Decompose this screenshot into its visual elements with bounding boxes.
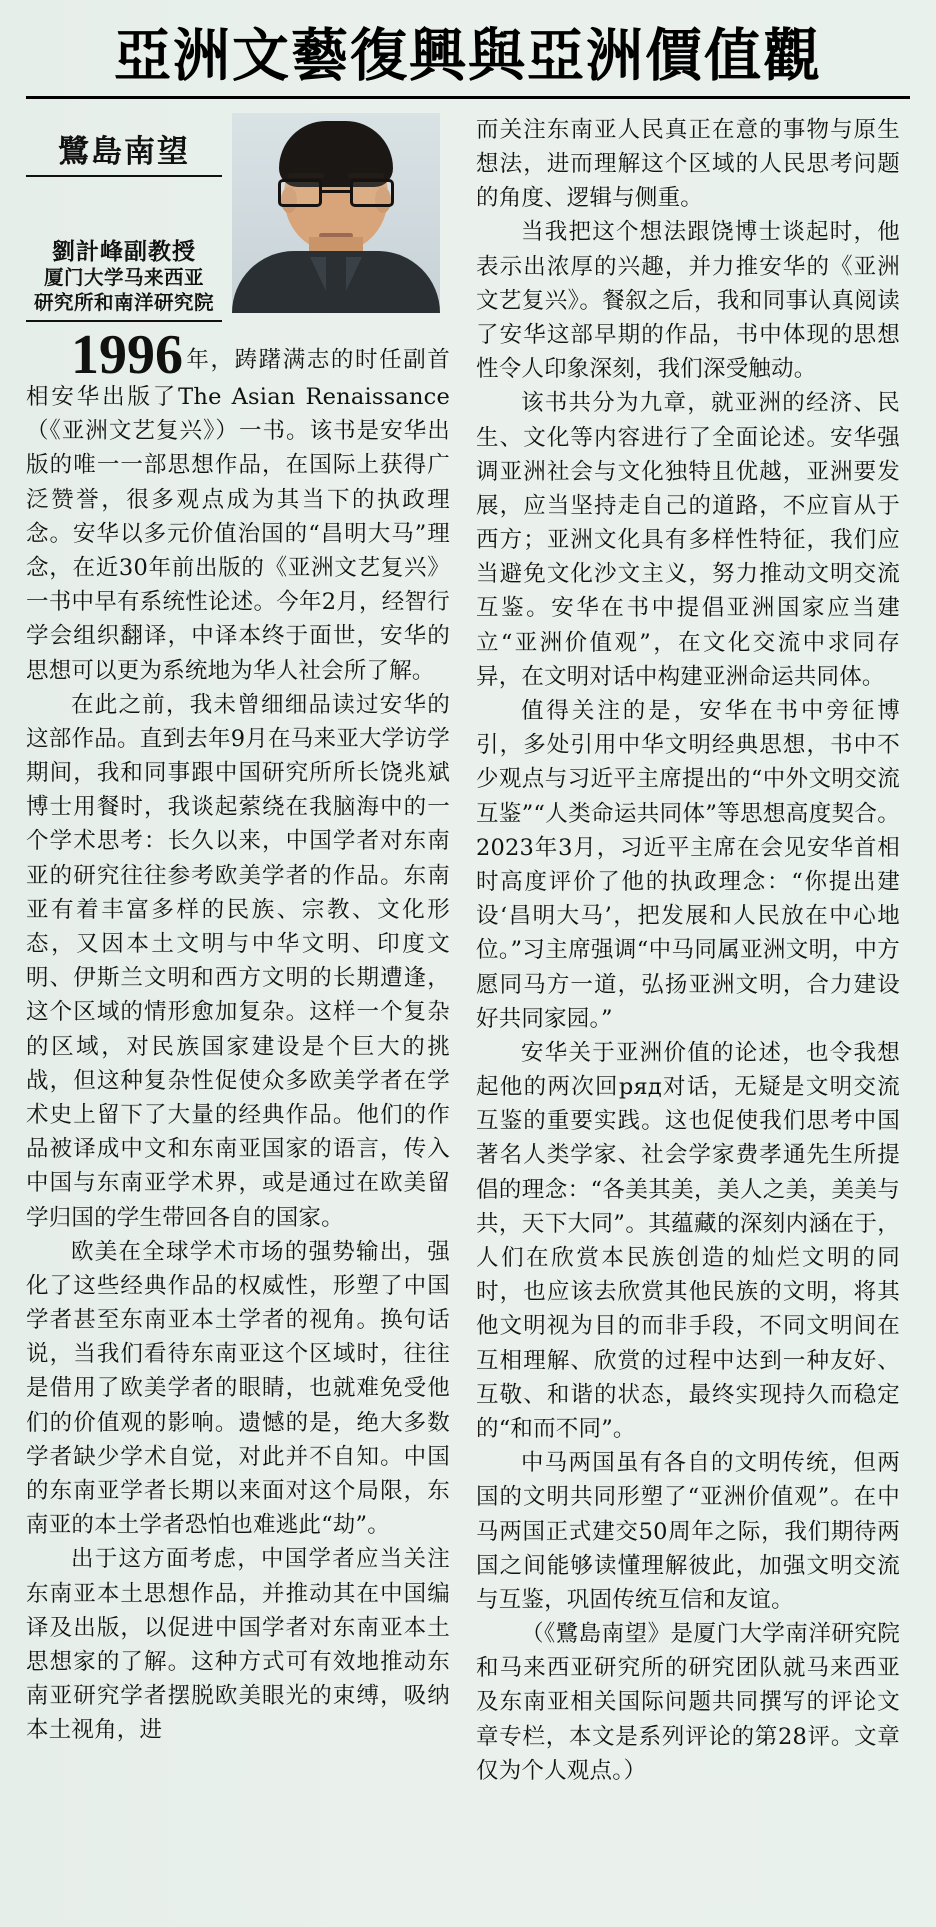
photo-torso [232, 251, 440, 313]
page-title: 亞洲文藝復興與亞洲價值觀 [114, 22, 822, 89]
author-affiliation-line1: 厦门大学马来西亚 [43, 267, 204, 289]
paragraph: 出于这方面考虑，中国学者应当关注东南亚本土思想作品，并推动其在中国编译及出版，以促进中国学者对东南亚本土思想家的了解。这种方式可有效地推动东南亚研究学者摆脱欧美眼光的束缚，吸纳本土视角，进 [26, 1546, 450, 1744]
paragraph: 当我把这个想法跟饶博士谈起时，他表示出浓厚的兴趣，并力推安华的《亚洲文艺复兴》。餐叙之后，我和同事认真阅读了安华这部早期的作品，书中体现的思想性令人印象深刻，我们深受触动。 [476, 219, 900, 383]
photo-lens-right [350, 179, 394, 207]
byline-text [26, 113, 222, 322]
paragraph-editor-note: （《鷺島南望》是厦门大学南洋研究院和马来西亚研究所的研究团队就马来西亚及东南亚相关国际问题共同撰写的评论文章专栏，本文是系列评论的第28评。文章仅为个人观点。） [476, 1621, 900, 1784]
headline-divider [26, 96, 910, 99]
drop-cap-year: 1996 [71, 323, 183, 386]
photo-collar-left [310, 257, 326, 291]
paragraph-lead [26, 323, 450, 688]
paragraph-lead-text: 年，踌躇满志的时任副首相安华出版了The Asian Renaissance（《亚洲文艺复兴》）一书。该书是安华出版的唯一一部思想作品，在国际上获得广泛赞誉，很多观点成为其当下的执政理念。安华以多元价值治国的“昌明大马”理念，在近30年前出版的《亚洲文艺复兴》一书中早有系统性论述。今年2月，经智行学会组织翻译，中译本终于面世，安华的思想可以更为系统地为华人社会所了解。 [26, 346, 450, 684]
photo-lens-left [278, 179, 322, 207]
author-affiliation-line2: 研究所和南洋研究院 [26, 291, 222, 321]
author-name: 劉計峰副教授 [52, 238, 196, 264]
author-photo [232, 113, 440, 313]
paragraph: 该书共分为九章，就亚洲的经济、民生、文化等内容进行了全面论述。安华强调亚洲社会与文化独特且优越，亚洲要发展，应当坚持走自己的道路，不应盲从于西方；亚洲文化具有多样性特征，我们应当避免文化沙文主义，努力推动文明交流互鉴。安华在书中提倡亚洲国家应当建立“亚洲价值观”，在文化交流中求同存异，在文明对话中构建亚洲命运共同体。 [476, 390, 900, 690]
paragraph: 安华关于亚洲价值的论述，也令我想起他的两次回ряд对话，无疑是文明交流互鉴的重要实践。这也促使我们思考中国著名人类学家、社会学家费孝通先生所提倡的理念：“各美其美，美人之美，美美与共，天下大同”。其蕴藏的深刻内涵在于，人们在欣赏本民族创造的灿烂文明的同时，也应该去欣赏其他民族的文明，将其他文明视为目的而非手段，不同文明间在互相理解、欣赏的过程中达到一种友好、互敬、和谐的状态，最终实现持久而稳定的“和而不同”。 [476, 1039, 900, 1442]
photo-collar-right [346, 257, 362, 291]
column-title: 鷺島南望 [26, 135, 222, 177]
glasses-icon [278, 179, 394, 209]
paragraph: 在此之前，我未曾细细品读过安华的这部作品。直到去年9月在马来亚大学访学期间，我和同事跟中国研究所所长饶兆斌博士用餐时，我谈起萦绕在我脑海中的一个学术思考：长久以来，中国学者对东南亚的研究往往参考欧美学者的作品。东南亚有着丰富多样的民族、宗教、文化形态，又因本土文明与中华文明、印度文明、伊斯兰文明和西方文明的长期遭逢，这个区域的情形愈加复杂。这样一个复杂的区域，对民族国家建设是个巨大的挑战，但这种复杂性促使众多欧美学者在学术史上留下了大量的经典作品。他们的作品被译成中文和东南亚国家的语言，传入中国与东南亚学术界，或是通过在欧美留学归国的学生带回各自的国家。 [26, 691, 450, 1231]
article-columns [26, 113, 910, 1788]
paragraph: 而关注东南亚人民真正在意的事物与原生想法，进而理解这个区域的人民思考问题的角度、逻辑与侧重。 [476, 116, 900, 212]
byline [26, 113, 450, 322]
photo-brow-left [288, 173, 324, 178]
photo-lens-bridge [322, 190, 350, 193]
paragraph: 中马两国虽有各自的文明传统，但两国的文明共同形塑了“亚洲价值观”。在中马两国正式建交50周年之际，我们期待两国之间能够读懂理解彼此，加强文明交流与互鉴，巩固传统互信和友谊。 [476, 1450, 900, 1613]
left-column [26, 113, 450, 1748]
paragraph: 值得关注的是，安华在书中旁征博引，多处引用中华文明经典思想，书中不少观点与习近平主席提出的“中外文明交流互鉴”“人类命运共同体”等思想高度契合。2023年3月，习近平主席在会见安华首相时高度评价了他的执政理念：“你提出建设‘昌明大马’，把发展和人民放在中心地位。”习主席强调“中马同属亚洲文明，中方愿同马方一道，弘扬亚洲文明，合力建设好共同家园。” [476, 698, 900, 1032]
paragraph: 欧美在全球学术市场的强势输出，强化了这些经典作品的权威性，形塑了中国学者甚至东南亚本土学者的视角。换句话说，当我们看待东南亚这个区域时，往往是借用了欧美学者的眼睛，也就难免受他们的价值观的影响。遗憾的是，绝大多数学者缺少学术自觉，对此并不自知。中国的东南亚学者长期以来面对这个局限，东南亚的本土学者恐怕也难逃此“劫”。 [26, 1238, 450, 1539]
photo-brow-right [348, 173, 384, 178]
right-column [476, 113, 900, 1788]
